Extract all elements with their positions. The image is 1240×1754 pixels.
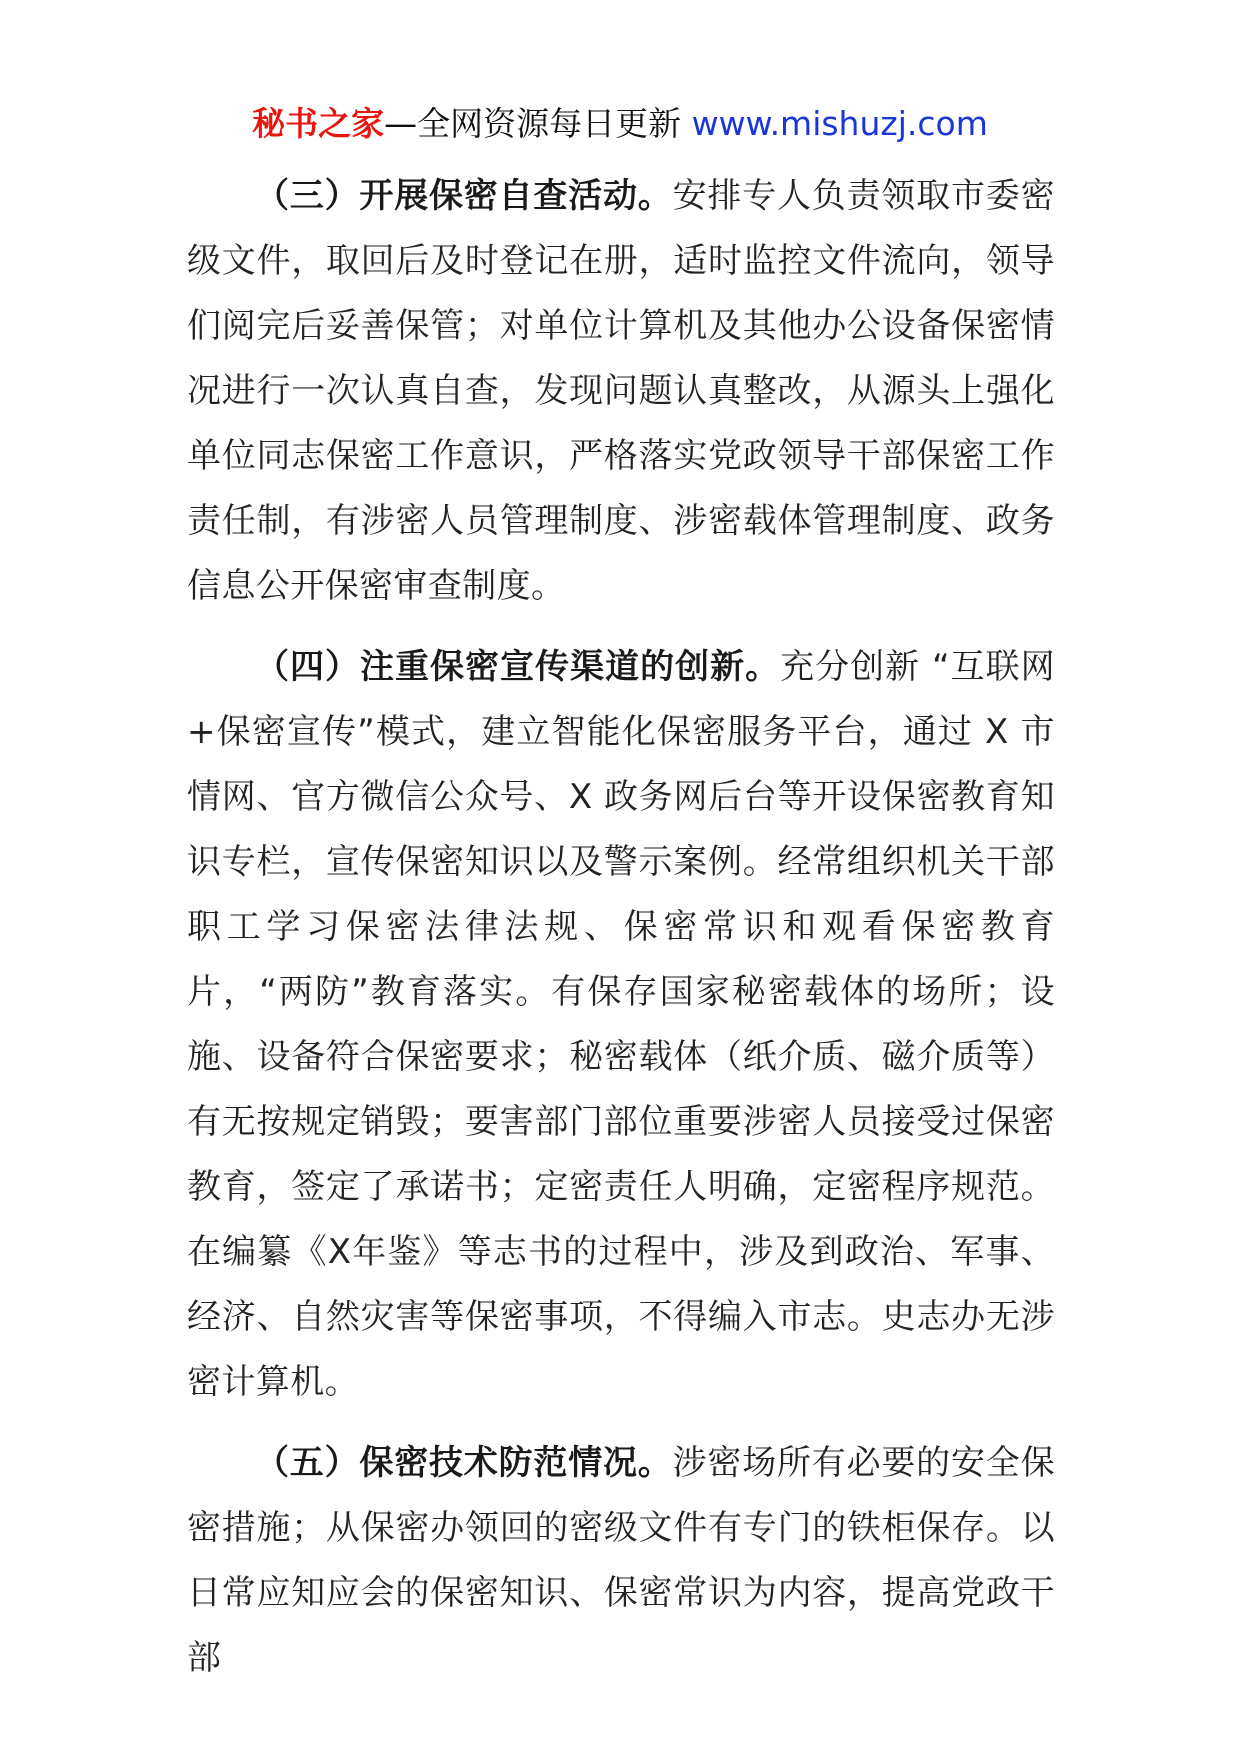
paragraph-5-text: 涉密场所有必要的安全保密措施；从保密办领回的密级文件有专门的铁柜保存。以日常应知应会的保密知识、保密常识为内容，提高党政干部 xyxy=(187,1443,1055,1678)
paragraph-5-heading: （五）保密技术防范情况。 xyxy=(255,1443,673,1483)
brand-name: 秘书之家 xyxy=(252,104,385,143)
header-slogan: —全网资源每日更新 xyxy=(384,104,682,143)
site-header xyxy=(0,100,1240,148)
document-body xyxy=(187,164,1055,1707)
site-url-link[interactable]: www.mishuzj.com xyxy=(691,104,988,143)
paragraph-4 xyxy=(187,635,1055,1415)
paragraph-4-text: 充分创新 “互联网+保密宣传”模式，建立智能化保密服务平台，通过 X 市情网、官方微信公众号、X 政务网后台等开设保密教育知识专栏，宣传保密知识以及警示案例。经常组织机关干部职工学习保密法律法规、保密常识和观看保密教育片，“两防”教育落实。有保存国家秘密载体的场所；设施、设备符合保密要求；秘密载体（纸介质、磁介质等）有无按规定销毁；要害部门部位重要涉密人员接受过保密教育，签定了承诺书；定密责任人明确，定密程序规范。在编纂《X年鉴》等志书的过程中，涉及到政治、军事、经济、自然灾害等保密事项，不得编入市志。史志办无涉密计算机。 xyxy=(187,647,1055,1402)
paragraph-5 xyxy=(187,1431,1055,1691)
paragraph-3-heading: （三）开展保密自查活动。 xyxy=(255,176,673,216)
paragraph-4-heading: （四）注重保密宣传渠道的创新。 xyxy=(255,647,781,687)
paragraph-3-text: 安排专人负责领取市委密级文件，取回后及时登记在册，适时监控文件流向，领导们阅完后妥善保管；对单位计算机及其他办公设备保密情况进行一次认真自查，发现问题认真整改，从源头上强化单位同志保密工作意识，严格落实党政领导干部保密工作责任制，有涉密人员管理制度、涉密载体管理制度、政务信息公开保密审查制度。 xyxy=(187,176,1055,606)
paragraph-3 xyxy=(187,164,1055,619)
